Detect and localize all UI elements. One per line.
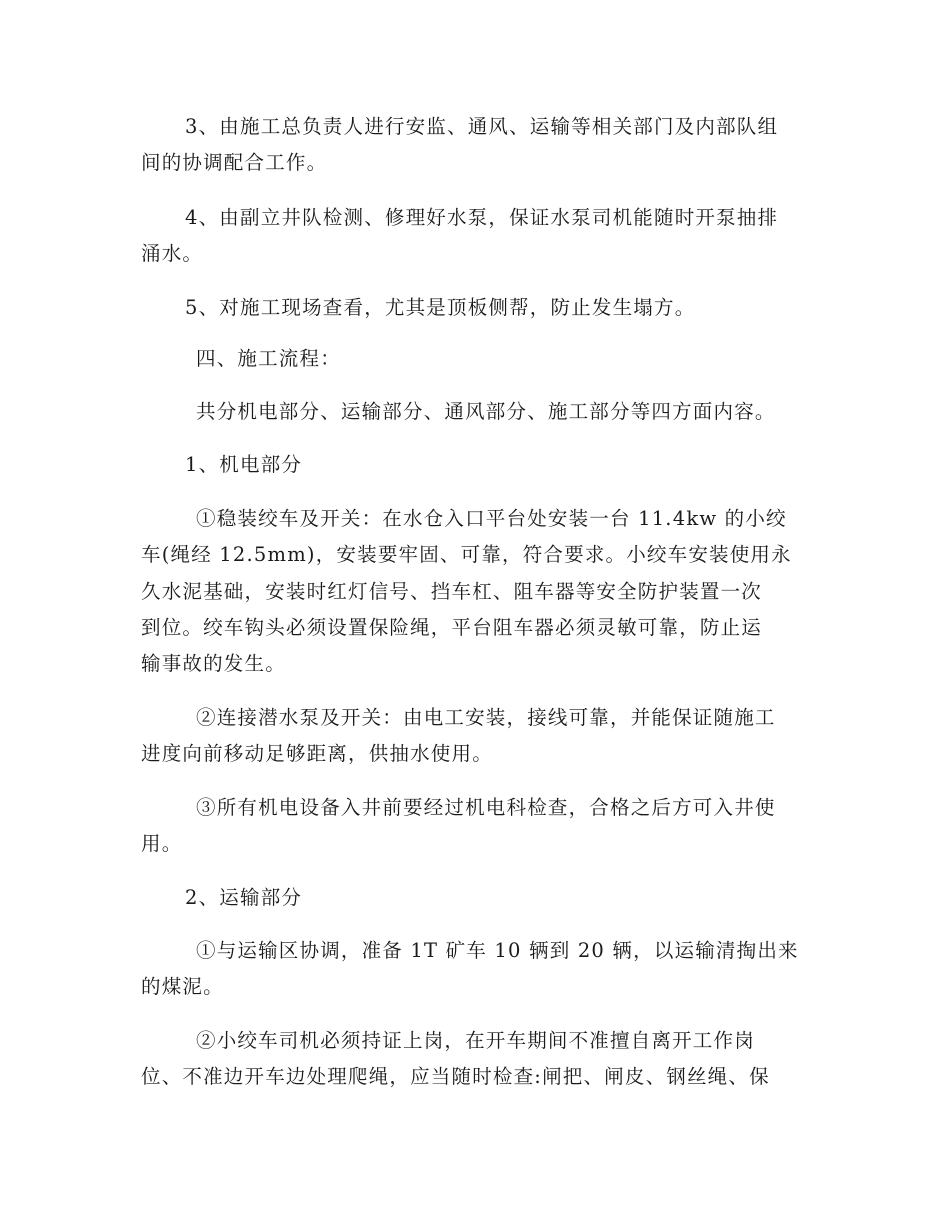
subsection-heading: 2、运输部分 [185, 886, 303, 909]
paragraph-line: 3、由施工总负责人进行安监、通风、运输等相关部门及内部队组 [185, 115, 779, 138]
subsection-heading: 1、机电部分 [185, 453, 303, 476]
paragraph-line: 间的协调配合工作。 [141, 151, 328, 174]
section-heading: 四、施工流程： [196, 347, 341, 370]
paragraph-line: 位、不准边开车边处理爬绳，应当随时检查:闸把、闸皮、钢丝绳、保 [141, 1065, 770, 1088]
paragraph-line: 共分机电部分、运输部分、通风部分、施工部分等四方面内容。 [196, 400, 776, 423]
paragraph-line: 的煤泥。 [141, 975, 224, 998]
paragraph-line: 4、由副立井队检测、修理好水泵，保证水泵司机能随时开泵抽排 [185, 206, 779, 229]
paragraph-line: 车(绳经 12.5mm)，安装要牢固、可靠，符合要求。小绞车安装使用永 [141, 543, 792, 566]
paragraph-line: 涌水。 [141, 242, 204, 265]
paragraph-line: ③所有机电设备入井前要经过机电科检查，合格之后方可入井使 [196, 796, 776, 819]
paragraph-line: ②小绞车司机必须持证上岗，在开车期间不准擅自离开工作岗 [196, 1029, 755, 1052]
paragraph-line: 久水泥基础，安装时红灯信号、挡车杠、阻车器等安全防护装置一次 [141, 580, 763, 603]
paragraph-line: 用。 [141, 832, 183, 855]
paragraph-line: 输事故的发生。 [141, 652, 286, 675]
paragraph-line: ②连接潜水泵及开关：由电工安装，接线可靠，并能保证随施工 [196, 706, 776, 729]
paragraph-line: 5、对施工现场查看，尤其是顶板侧帮，防止发生塌方。 [185, 296, 696, 319]
paragraph-line: 到位。绞车钩头必须设置保险绳，平台阻车器必须灵敏可靠，防止运 [141, 616, 763, 639]
paragraph-line: 进度向前移动足够距离，供抽水使用。 [141, 742, 493, 765]
paragraph-line: ①与运输区协调，准备 1T 矿车 10 辆到 20 辆，以运输清掏出来 [196, 939, 799, 962]
paragraph-line: ①稳装绞车及开关：在水仓入口平台处安装一台 11.4kw 的小绞 [196, 507, 787, 530]
